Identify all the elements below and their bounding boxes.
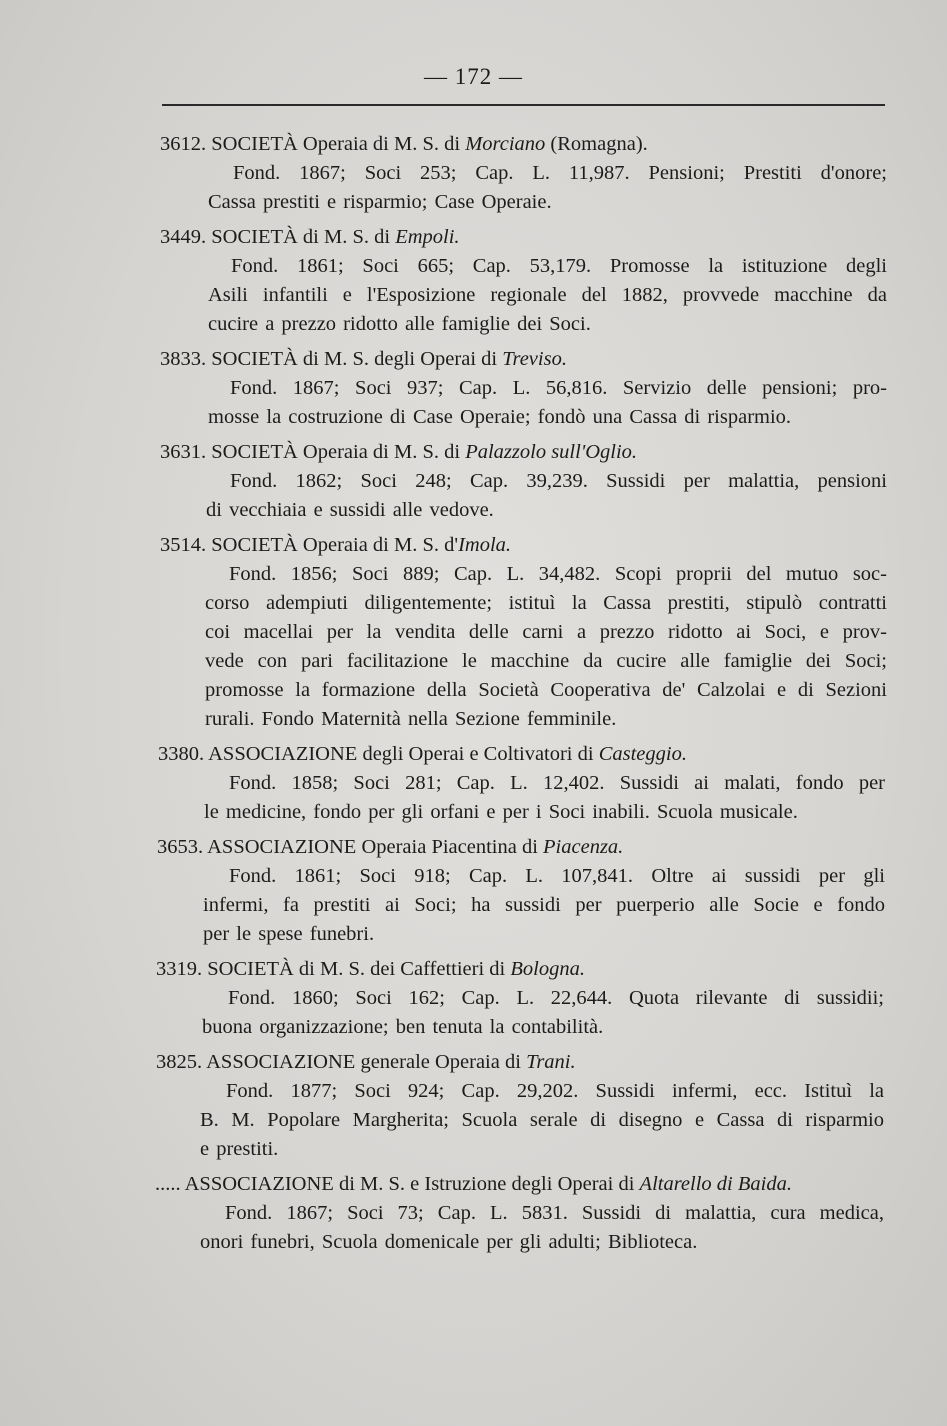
entry — [0, 1048, 947, 1164]
entry-title-text: 3449. SOCIETÀ di M. S. di — [160, 226, 396, 248]
entry-line: Fond. 1862; Soci 248; Cap. 39,239. Sussidi per malattia, pensioni — [230, 470, 887, 492]
entry-title — [0, 1048, 947, 1077]
entry-title — [0, 223, 947, 252]
entry-line: coi macellai per la vendita delle carni a prezzo ridotto ai Soci, e prov- — [205, 621, 887, 643]
entry-title-text: 3612. SOCIETÀ Operaia di M. S. di — [160, 133, 466, 155]
entry-line: Fond. 1856; Soci 889; Cap. L. 34,482. Scopi proprii del mutuo soc- — [229, 563, 887, 585]
entry-line: onori funebri, Scuola domenicale per gli adulti; Biblioteca. — [200, 1231, 698, 1253]
entry-body — [200, 1199, 884, 1257]
entry-line: cucire a prezzo ridotto alle famiglie dei Soci. — [208, 313, 591, 335]
entry-line: Fond. 1867; Soci 73; Cap. L. 5831. Sussidi di malattia, cura medica, — [225, 1202, 884, 1224]
entry — [0, 1170, 947, 1257]
entries-list — [0, 130, 947, 1257]
entry-line: Fond. 1860; Soci 162; Cap. L. 22,644. Quota rilevante di sussidii; — [228, 987, 884, 1009]
entry-line: promosse la formazione della Società Cooperativa de' Calzolai e di Sezioni — [205, 679, 887, 701]
entry-place: Morciano — [465, 133, 546, 155]
entry-body — [206, 467, 887, 525]
entry-line: le medicine, fondo per gli orfani e per i Soci inabili. Scuola musicale. — [204, 801, 798, 823]
entry-place: Palazzolo sull'Oglio. — [465, 441, 638, 463]
header-rule — [162, 104, 885, 106]
entry-title — [0, 345, 947, 374]
entry-line: per le spese funebri. — [203, 923, 375, 945]
entry-title — [0, 438, 947, 467]
entry — [0, 531, 947, 734]
entry-body — [202, 984, 884, 1042]
entry-title-text: 3833. SOCIETÀ di M. S. degli Operai di — [160, 348, 503, 370]
entry-line: buona organizzazione; ben tenuta la contabilità. — [202, 1016, 604, 1038]
entry-place: Bologna. — [510, 958, 585, 980]
entry-title-text: 3631. SOCIETÀ Operaia di M. S. di — [160, 441, 466, 463]
entry-line: Fond. 1877; Soci 924; Cap. 29,202. Sussidi infermi, ecc. Istituì la — [226, 1080, 884, 1102]
entry-place: Empoli. — [395, 226, 460, 248]
entry-line: vede con pari facilitazione le macchine da cucire alle famiglie dei Soci; — [205, 650, 887, 672]
entry-line: Cassa prestiti e risparmio; Case Operaie. — [208, 191, 552, 213]
entry — [0, 740, 947, 827]
entry — [0, 833, 947, 949]
entry — [0, 955, 947, 1042]
entry-body — [208, 252, 887, 339]
entry-title-text: 3825. ASSOCIAZIONE generale Operaia di — [156, 1051, 527, 1073]
entry-body — [203, 862, 885, 949]
page-number: — 172 — — [424, 64, 523, 89]
entry-title — [0, 833, 947, 862]
entry-title-suffix: (Romagna). — [545, 133, 648, 155]
entry-line: Fond. 1858; Soci 281; Cap. L. 12,402. Sussidi ai malati, fondo per — [229, 772, 885, 794]
entry-line: Fond. 1867; Soci 253; Cap. L. 11,987. Pensioni; Prestiti d'onore; — [233, 162, 887, 184]
entry-place: Treviso. — [502, 348, 567, 370]
entry-line: di vecchiaia e sussidi alle vedove. — [206, 499, 494, 521]
entry-body — [208, 374, 887, 432]
entry-title-text: ..... ASSOCIAZIONE di M. S. e Istruzione degli Operai di — [155, 1173, 640, 1195]
entry-body — [200, 1077, 884, 1164]
entry-title — [0, 740, 947, 769]
entry-title — [0, 531, 947, 560]
entry-title-text: 3319. SOCIETÀ di M. S. dei Caffettieri di — [156, 958, 511, 980]
entry — [0, 223, 947, 339]
entry-place: Piacenza. — [543, 836, 624, 858]
entry — [0, 438, 947, 525]
entry-title-text: 3653. ASSOCIAZIONE Operaia Piacentina di — [157, 836, 544, 858]
entry — [0, 130, 947, 217]
entry-line: corso adempiuti diligentemente; istituì la Cassa prestiti, stipulò contratti — [205, 592, 887, 614]
entry-line: Fond. 1861; Soci 665; Cap. 53,179. Promosse la istituzione degli — [231, 255, 887, 277]
entry-title — [0, 955, 947, 984]
entry-line: Fond. 1861; Soci 918; Cap. L. 107,841. Oltre ai sussidi per gli — [229, 865, 885, 887]
entry-line: e prestiti. — [200, 1138, 279, 1160]
entry-line: infermi, fa prestiti ai Soci; ha sussidi per puerperio alle Socie e fondo — [203, 894, 885, 916]
entry-line: B. M. Popolare Margherita; Scuola serale di disegno e Cassa di risparmio — [200, 1109, 884, 1131]
entry-body — [205, 560, 887, 734]
entry-line: mosse la costruzione di Case Operaie; fondò una Cassa di risparmio. — [208, 406, 792, 428]
entry-title-text: 3380. ASSOCIAZIONE degli Operai e Coltivatori di — [158, 743, 599, 765]
entry-title — [0, 1170, 947, 1199]
entry-place: Trani. — [526, 1051, 576, 1073]
entry-title — [0, 130, 947, 159]
entry-line: Asili infantili e l'Esposizione regionale del 1882, provvede macchine da — [208, 284, 887, 306]
entry-place: Altarello di Baida. — [639, 1173, 792, 1195]
entry-line: rurali. Fondo Maternità nella Sezione femminile. — [205, 708, 617, 730]
entry-line: Fond. 1867; Soci 937; Cap. L. 56,816. Servizio delle pensioni; pro- — [230, 377, 887, 399]
entry-place: Imola. — [458, 534, 512, 556]
entry-body — [208, 159, 887, 217]
entry-place: Casteggio. — [598, 743, 687, 765]
entry-title-text: 3514. SOCIETÀ Operaia di M. S. d' — [160, 534, 459, 556]
entry-body — [204, 769, 885, 827]
entry — [0, 345, 947, 432]
